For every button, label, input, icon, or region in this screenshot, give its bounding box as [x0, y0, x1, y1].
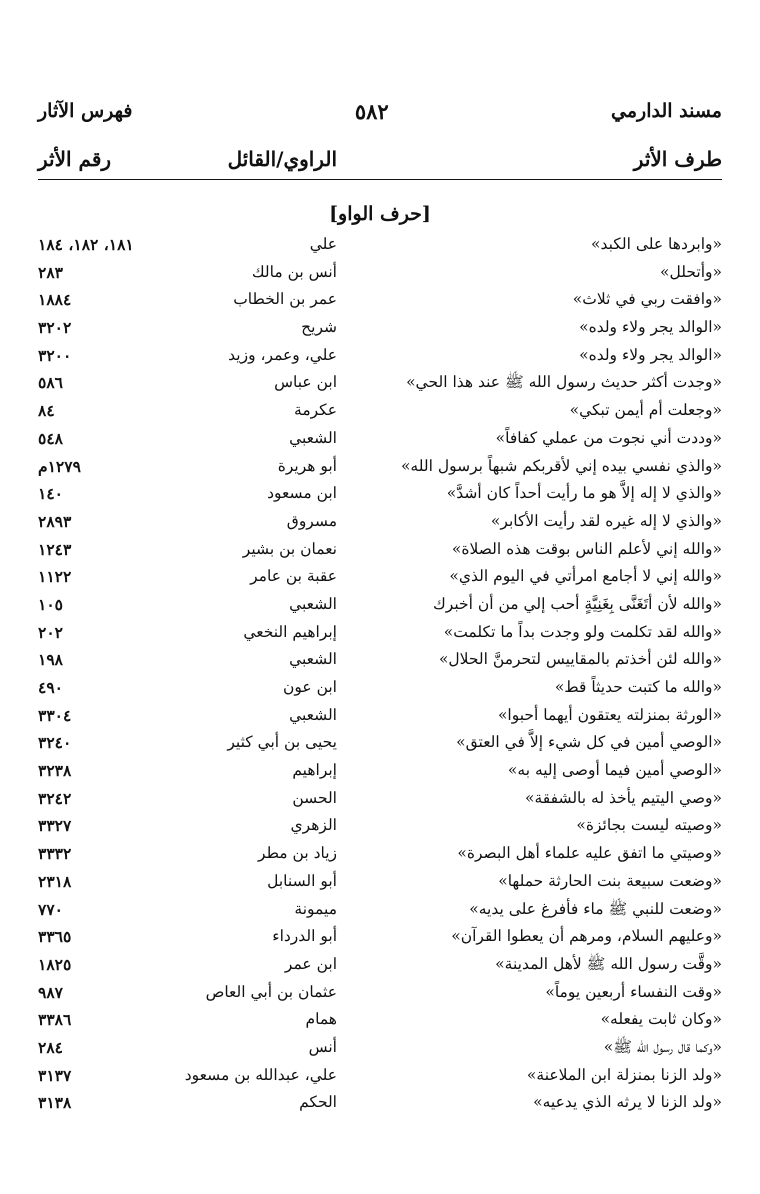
index-row — [38, 979, 722, 1007]
index-row — [38, 646, 722, 674]
athar-number: ٣٢٠٠ — [38, 345, 72, 365]
athar-text: «وضعت للنبي ﷺ ماء فأفرغ على يديه» — [469, 899, 722, 918]
athar-number: ٣١٣٧ — [38, 1065, 72, 1085]
athar-number: ١١٢٢ — [38, 567, 72, 587]
athar-number: ٢٠٢ — [38, 622, 63, 642]
athar-text: «والذي نفسي بيده إني لأقربكم شبهاً برسول الله» — [400, 456, 722, 475]
index-row — [38, 425, 722, 453]
index-row — [38, 453, 722, 481]
athar-text: «وصيته ليست بجائزة» — [576, 816, 722, 835]
index-row — [38, 536, 722, 564]
athar-number: ١٨٨٤ — [38, 290, 72, 310]
athar-number: ٣٣٦٥ — [38, 927, 72, 947]
book-title: مسند الدارمي — [611, 100, 722, 122]
athar-text: «والله لئن أخذتم بالمقاييس لتحرمنَّ الحلال» — [438, 650, 722, 669]
athar-number: ٨٤ — [38, 401, 55, 421]
athar-number: ٣٢٠٢ — [38, 318, 72, 338]
narrator: همام — [305, 1010, 337, 1029]
index-row — [38, 619, 722, 647]
index-row — [38, 397, 722, 425]
athar-text: «وابردها على الكبد» — [591, 235, 722, 253]
narrator: عمر بن الخطاب — [233, 290, 337, 309]
page-number: ٥٨٢ — [354, 98, 389, 124]
narrator: زياد بن مطر — [258, 844, 337, 863]
athar-text: «وأتحلل» — [660, 262, 722, 281]
athar-text: «ولد الزنا لا يرثه الذي يدعيه» — [533, 1093, 722, 1112]
narrator: مسروق — [286, 511, 337, 530]
narrator: أبو السنابل — [267, 871, 337, 890]
athar-text: «وكما قال رسول الله ﷺ» — [603, 1037, 722, 1056]
narrator: عثمان بن أبي العاص — [205, 982, 337, 1001]
athar-number: ١٩٨ — [38, 650, 63, 670]
athar-text: «وعليهم السلام، ومرهم أن يعطوا القرآن» — [451, 927, 722, 946]
index-row — [38, 563, 722, 591]
athar-number: ٥٨٦ — [38, 373, 63, 393]
athar-text: «والله ما كتبت حديثاً قط» — [554, 678, 722, 696]
narrator: نعمان بن بشير — [242, 539, 337, 558]
narrator: عكرمة — [294, 401, 337, 420]
narrator: يحيى بن أبي كثير — [227, 733, 337, 752]
athar-number: ٣٣٨٦ — [38, 1010, 72, 1030]
narrator: أبو الدرداء — [272, 927, 337, 946]
narrator: شريح — [301, 318, 337, 337]
athar-text: «والله إني لأعلم الناس بوقت هذه الصلاة» — [451, 539, 722, 558]
athar-number: ٢٣١٨ — [38, 871, 72, 891]
index-row — [38, 1062, 722, 1090]
index-row — [38, 314, 722, 342]
column-header-row — [38, 145, 722, 180]
narrator: ابن عباس — [274, 373, 337, 392]
athar-number: ٣٣٠٤ — [38, 705, 72, 725]
athar-text: «وقَّت رسول الله ﷺ لأهل المدينة» — [495, 954, 722, 973]
athar-number: ٢٨٩٣ — [38, 511, 72, 531]
index-row — [38, 286, 722, 314]
athar-text: «الورثة بمنزلته يعتقون أيهما أحبوا» — [497, 705, 722, 724]
index-rows — [38, 231, 722, 1117]
athar-text: «والذي لا إله غيره لقد رأيت الأكابر» — [490, 511, 722, 530]
athar-number: ٣٣٣٢ — [38, 844, 72, 864]
athar-text: «والله إني لا أجامع امرأتي في اليوم الذي» — [449, 567, 722, 586]
athar-number: ٣٢٤٠ — [38, 733, 72, 753]
narrator: ابن مسعود — [267, 484, 337, 503]
athar-text: «وافقت ربي في ثلاث» — [572, 290, 722, 309]
athar-number: ٢٨٤ — [38, 1037, 63, 1057]
athar-text: «وجعلت أم أيمن تبكي» — [569, 401, 722, 420]
index-row — [38, 674, 722, 702]
narrator: ابن عون — [283, 678, 337, 696]
athar-number: ١٢٤٣ — [38, 539, 72, 559]
narrator: إبراهيم — [292, 761, 337, 780]
athar-text: «الوصي أمين في كل شيء إلاَّ في العتق» — [456, 733, 722, 752]
index-row — [38, 923, 722, 951]
narrator: الزهري — [290, 816, 337, 835]
athar-number: ٥٤٨ — [38, 428, 63, 448]
narrator: الحسن — [292, 788, 337, 807]
narrator: علي، وعمر، وزيد — [228, 345, 337, 364]
index-row — [38, 868, 722, 896]
athar-number: ٣٣٢٧ — [38, 816, 72, 836]
athar-number: ٧٧٠ — [38, 899, 63, 919]
narrator: أنس — [308, 1037, 337, 1056]
narrator: إبراهيم النخعي — [243, 622, 337, 641]
athar-number: ١٨١، ١٨٢، ١٨٤ — [38, 235, 134, 254]
athar-text: «والذي لا إله إلاَّ هو ما رأيت أحداً كان أشدَّ» — [446, 484, 722, 503]
running-header — [38, 96, 722, 126]
index-row — [38, 369, 722, 397]
athar-text: «وضعت سبيعة بنت الحارثة حملها» — [498, 871, 722, 890]
athar-number: ١٨٢٥ — [38, 954, 72, 974]
index-row — [38, 1089, 722, 1117]
index-title: فهرس الآثار — [38, 100, 133, 122]
athar-text: «وصي اليتيم يأخذ له بالشفقة» — [525, 788, 722, 807]
athar-number: ٣٢٣٨ — [38, 761, 72, 781]
index-row — [38, 812, 722, 840]
athar-number: ٣١٣٨ — [38, 1093, 72, 1113]
narrator: الشعبي — [289, 705, 337, 724]
narrator: الحكم — [299, 1093, 337, 1112]
section-title: [حرف الواو] — [329, 203, 431, 225]
narrator: أبو هريرة — [277, 456, 337, 475]
athar-text: «وددت أني نجوت من عملي كفافاً» — [495, 428, 722, 447]
index-row — [38, 896, 722, 924]
index-row — [38, 702, 722, 730]
athar-number: ٩٨٧ — [38, 982, 63, 1002]
index-row — [38, 231, 722, 259]
athar-text: «ولد الزنا بمنزلة ابن الملاعنة» — [526, 1065, 722, 1084]
narrator: علي، عبدالله بن مسعود — [184, 1065, 337, 1084]
athar-text: «وصيتي ما اتفق عليه علماء أهل البصرة» — [457, 844, 722, 863]
index-row — [38, 840, 722, 868]
athar-text: «والله لأن أتَغَنَّى بِغَنِيَّةٍ أحب إلي من أن أخبرك — [433, 594, 722, 613]
column-header-narrator: الراوي/القائل — [227, 147, 337, 171]
athar-text: «الوالد يجر ولاء ولده» — [579, 345, 722, 364]
index-row — [38, 591, 722, 619]
index-row — [38, 259, 722, 287]
index-row — [38, 342, 722, 370]
athar-number: ١٠٥ — [38, 594, 63, 614]
index-row — [38, 480, 722, 508]
athar-number: ٣٢٤٢ — [38, 788, 72, 808]
column-header-text: طرف الأثر — [633, 147, 722, 171]
athar-text: «والله لقد تكلمت ولو وجدت بداً ما تكلمت» — [443, 622, 722, 641]
athar-number: ١٤٠ — [38, 484, 63, 504]
athar-number: ٤٩٠ — [38, 678, 63, 697]
athar-text: «الوالد يجر ولاء ولده» — [579, 318, 722, 337]
narrator: أنس بن مالك — [251, 262, 337, 281]
index-row — [38, 757, 722, 785]
athar-text: «وكان ثابت يفعله» — [600, 1010, 722, 1029]
column-header-number: رقم الأثر — [38, 147, 112, 171]
athar-text: «الوصي أمين فيما أوصى إليه به» — [507, 761, 722, 780]
athar-number: ٢٨٣ — [38, 262, 63, 282]
narrator: ابن عمر — [284, 954, 337, 973]
index-row — [38, 1006, 722, 1034]
index-row — [38, 508, 722, 536]
narrator: الشعبي — [289, 650, 337, 669]
athar-text: «وجدت أكثر حديث رسول الله ﷺ عند هذا الحي» — [406, 373, 722, 392]
athar-text: «وقت النفساء أربعين يوماً» — [545, 982, 722, 1001]
narrator: علي — [309, 235, 337, 253]
athar-number: ١٢٧٩م — [38, 456, 81, 476]
index-row — [38, 951, 722, 979]
index-row — [38, 729, 722, 757]
narrator: عقبة بن عامر — [250, 567, 337, 586]
index-row — [38, 785, 722, 813]
index-row — [38, 1034, 722, 1062]
narrator: ميمونة — [294, 899, 337, 918]
narrator: الشعبي — [289, 594, 337, 613]
narrator: الشعبي — [289, 428, 337, 447]
